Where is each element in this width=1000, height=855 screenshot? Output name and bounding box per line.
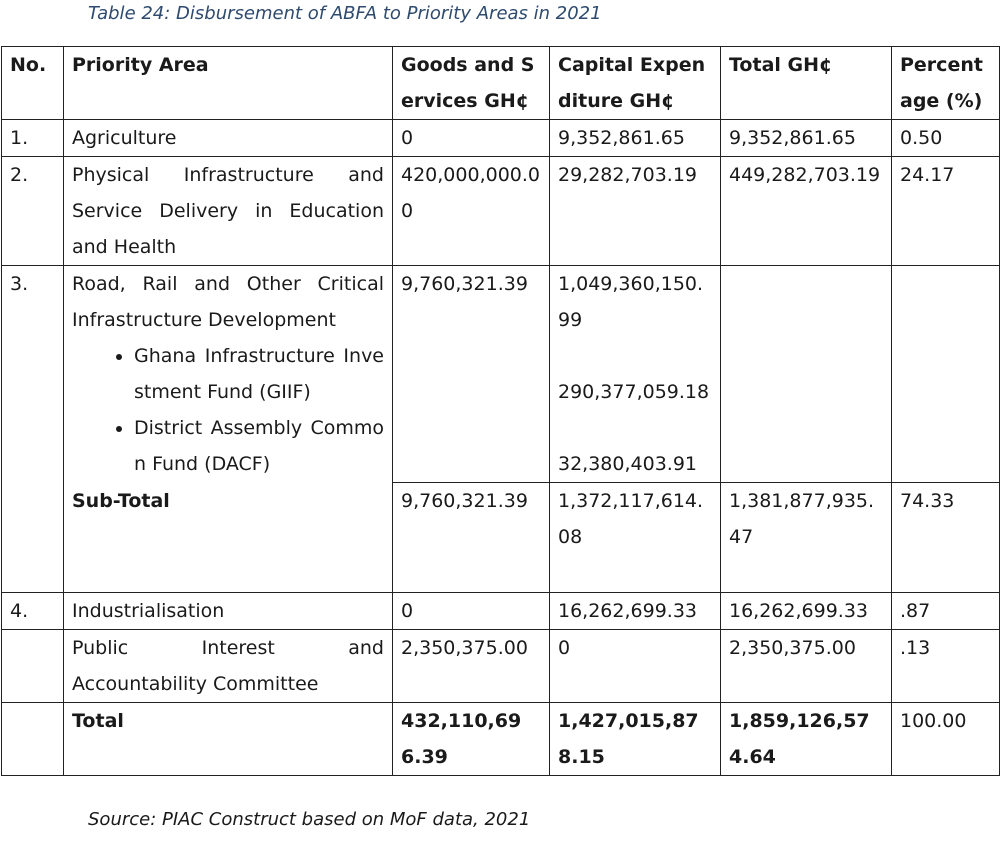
row-capital: 29,282,703.19 (550, 157, 721, 266)
subtotal-goods: 9,760,321.39 (393, 483, 550, 593)
total-label: Total (64, 703, 393, 776)
row-percentage: 24.17 (892, 157, 1000, 266)
subtotal-total: 1,381,877,935.47 (721, 483, 892, 593)
row-no (2, 630, 64, 703)
giif-capital-value: 290,377,059.18 (558, 381, 710, 403)
road-area-title: Road, Rail and Other Critical Infrastructure Development (72, 273, 384, 331)
row-area: Industrialisation (64, 593, 393, 630)
row-no: 1. (2, 120, 64, 157)
row-percentage (892, 266, 1000, 483)
row-area: Physical Infrastructure and Service Delivery in Education and Health (64, 157, 393, 266)
total-capital: 1,427,015,878.15 (550, 703, 721, 776)
row-goods: 9,760,321.39 (393, 266, 550, 483)
row-capital: 9,352,861.65 (550, 120, 721, 157)
disbursement-table (1, 46, 1000, 776)
table-row (2, 630, 1000, 703)
row-total: 2,350,375.00 (721, 630, 892, 703)
row-percentage: .13 (892, 630, 1000, 703)
row-area: Public Interest and Accountability Committee (64, 630, 393, 703)
table-row (2, 157, 1000, 266)
row-area (64, 266, 393, 483)
header-goods-services: Goods and Services GH¢ (393, 47, 550, 120)
table-row (2, 483, 1000, 593)
row-total: 16,262,699.33 (721, 593, 892, 630)
subtotal-label: Sub-Total (64, 483, 393, 593)
row-total (721, 266, 892, 483)
header-capital-expenditure: Capital Expenditure GH¢ (550, 47, 721, 120)
row-goods: 2,350,375.00 (393, 630, 550, 703)
header-percentage: Percentage (%) (892, 47, 1000, 120)
row-goods: 0 (393, 593, 550, 630)
table-caption: Table 24: Disbursement of ABFA to Priority Areas in 2021 (88, 3, 602, 24)
row-percentage: .87 (892, 593, 1000, 630)
list-item: • District Assembly Common Fund (DACF) (134, 410, 384, 482)
table-row (2, 120, 1000, 157)
row-goods: 0 (393, 120, 550, 157)
row-goods: 420,000,000.00 (393, 157, 550, 266)
dacf-capital-value: 32,380,403.91 (558, 453, 698, 475)
header-total: Total GH¢ (721, 47, 892, 120)
row-total: 449,282,703.19 (721, 157, 892, 266)
table-source: Source: PIAC Construct based on MoF data, 2021 (88, 809, 531, 830)
row-no: 4. (2, 593, 64, 630)
table-row (2, 266, 1000, 483)
road-capital-value: 1,049,360,150.99 (558, 273, 704, 331)
row-total: 9,352,861.65 (721, 120, 892, 157)
row-area: Agriculture (64, 120, 393, 157)
row-capital (550, 266, 721, 483)
row-capital: 16,262,699.33 (550, 593, 721, 630)
total-row (2, 703, 1000, 776)
total-percentage: 100.00 (892, 703, 1000, 776)
header-row (2, 47, 1000, 120)
row-no: 3. (2, 266, 64, 593)
header-priority-area: Priority Area (64, 47, 393, 120)
subtotal-capital: 1,372,117,614.08 (550, 483, 721, 593)
row-no: 2. (2, 157, 64, 266)
row-percentage: 0.50 (892, 120, 1000, 157)
road-sub-list (72, 338, 384, 482)
subtotal-percentage: 74.33 (892, 483, 1000, 593)
table-row (2, 593, 1000, 630)
row-capital: 0 (550, 630, 721, 703)
header-no: No. (2, 47, 64, 120)
total-goods: 432,110,696.39 (393, 703, 550, 776)
list-item: • Ghana Infrastructure Investment Fund (GIIF) (134, 338, 384, 410)
total-total: 1,859,126,574.64 (721, 703, 892, 776)
